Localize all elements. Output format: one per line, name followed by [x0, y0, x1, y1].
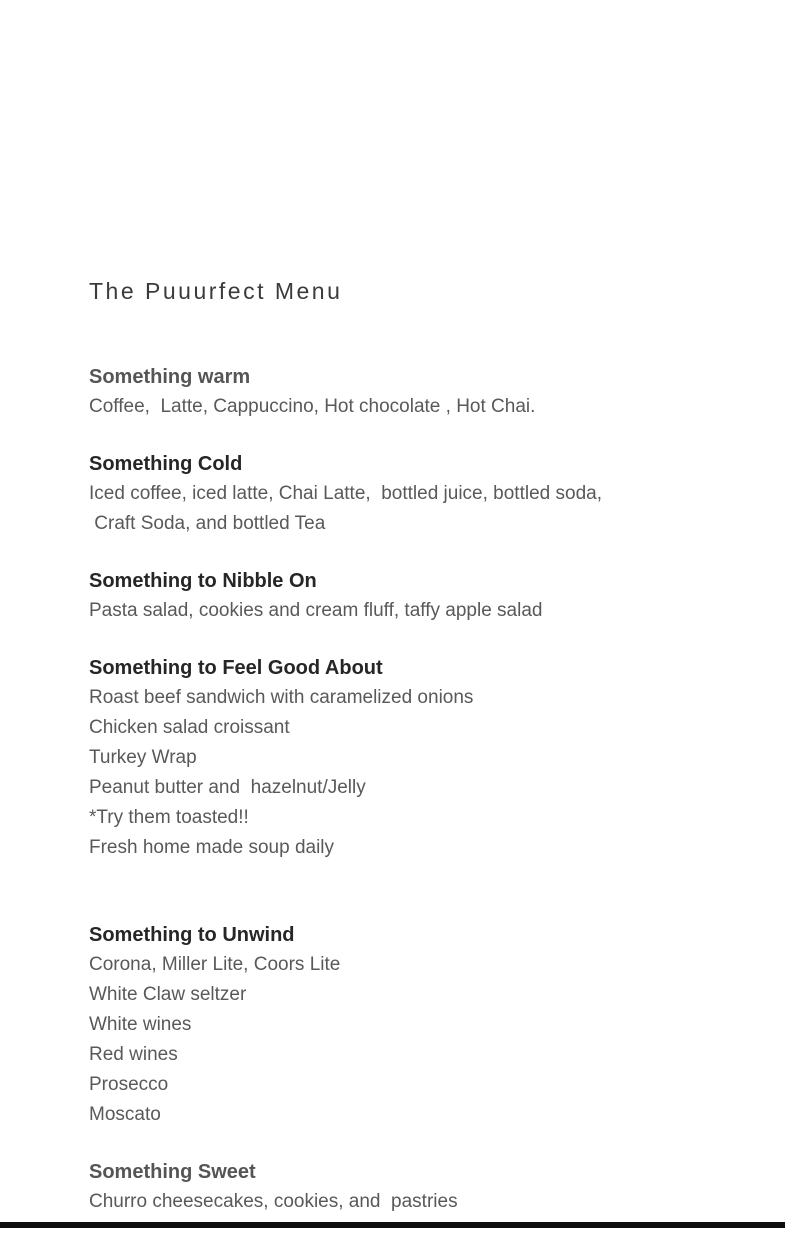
section-heading: Something Cold [89, 453, 243, 475]
menu-line: Peanut butter and hazelnut/Jelly [89, 777, 366, 798]
menu-line: Turkey Wrap [89, 747, 197, 768]
section-heading: Something warm [89, 366, 251, 388]
menu-line: *Try them toasted!! [89, 807, 249, 828]
section-something-sweet [89, 1157, 745, 1217]
menu-line: Fresh home made soup daily [89, 837, 335, 858]
section-something-warm [89, 362, 745, 422]
menu-line: Iced coffee, iced latte, Chai Latte, bottled juice, bottled soda, [89, 483, 602, 504]
section-heading: Something Sweet [89, 1161, 256, 1183]
section-something-cold [89, 449, 745, 539]
menu-line: Craft Soda, and bottled Tea [89, 513, 326, 534]
menu-line: Corona, Miller Lite, Coors Lite [89, 954, 341, 975]
menu-line: Coffee, Latte, Cappuccino, Hot chocolate , Hot Chai. [89, 396, 536, 417]
section-heading: Something to Unwind [89, 924, 295, 946]
menu-line: Chicken salad croissant [89, 717, 290, 738]
menu-line: Pasta salad, cookies and cream fluff, taffy apple salad [89, 600, 543, 621]
page-title: The Puuurfect Menu [89, 278, 343, 304]
section-something-to-nibble-on [89, 566, 745, 626]
menu-line: Moscato [89, 1104, 161, 1125]
section-heading: Something to Nibble On [89, 570, 317, 592]
menu-line: Red wines [89, 1044, 178, 1065]
section-something-to-feel-good-about [89, 653, 745, 863]
section-heading: Something to Feel Good About [89, 657, 383, 679]
bottom-border-bar [0, 1222, 785, 1228]
menu-line: Churro cheesecakes, cookies, and pastries [89, 1191, 458, 1212]
menu-line: Roast beef sandwich with caramelized onions [89, 687, 474, 708]
menu-line: White wines [89, 1014, 192, 1035]
menu-line: White Claw seltzer [89, 984, 247, 1005]
section-gap [89, 890, 745, 920]
menu-line: Prosecco [89, 1074, 169, 1095]
section-something-to-unwind [89, 920, 745, 1130]
